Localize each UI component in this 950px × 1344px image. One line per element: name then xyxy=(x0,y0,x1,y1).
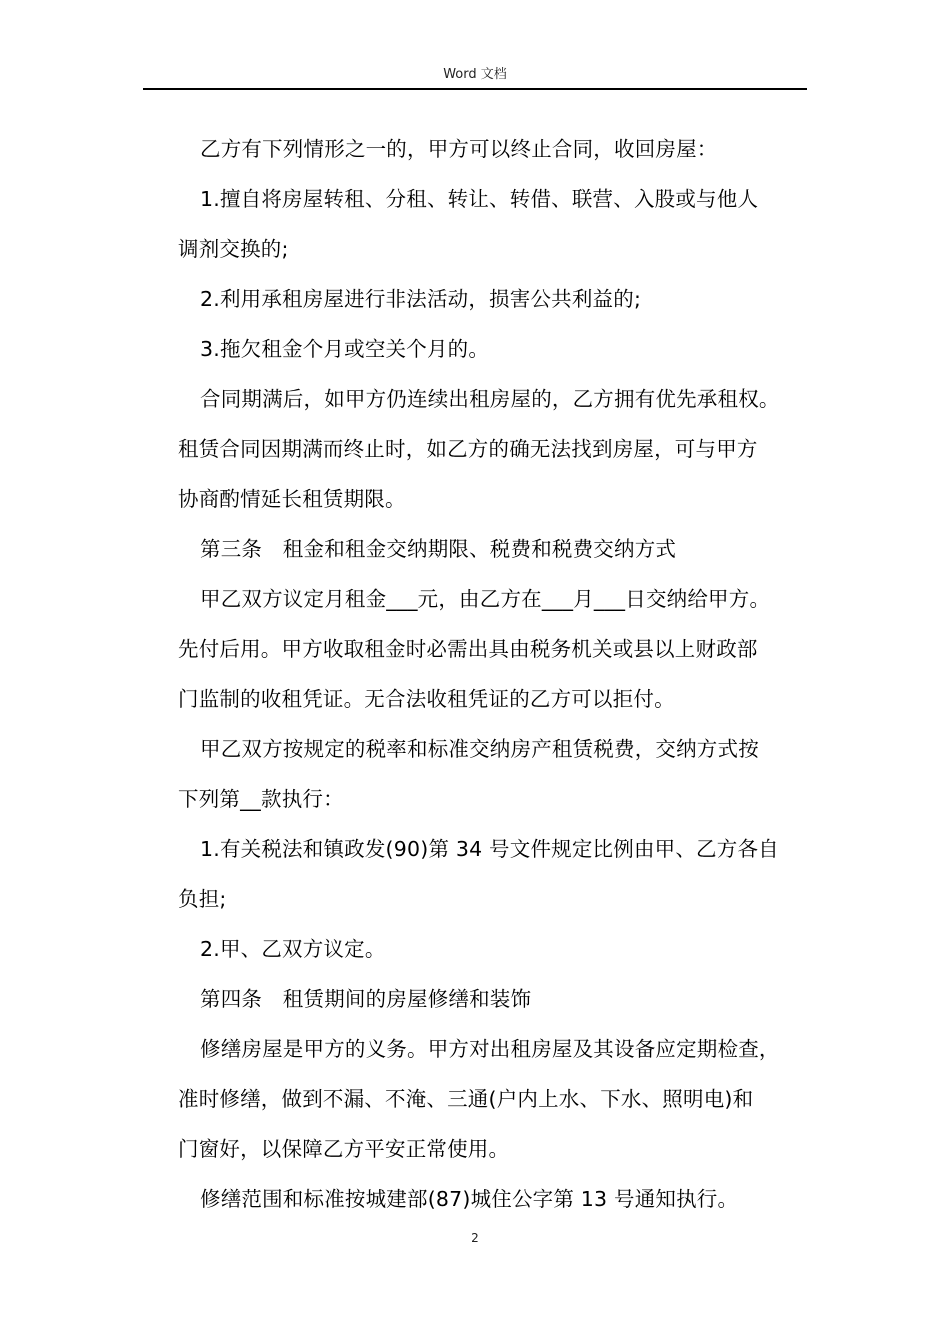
page-header xyxy=(143,64,807,90)
section-heading: 第四条 租赁期间的房屋修缮和装饰 xyxy=(200,987,532,1011)
paragraph-line: 修缮房屋是甲方的义务。甲方对出租房屋及其设备应定期检查， xyxy=(200,1037,780,1061)
header-title: Word 文档 xyxy=(443,67,507,82)
paragraph-line: 先付后用。甲方收取租金时必需出具由税务机关或县以上财政部 xyxy=(178,637,758,661)
document-body xyxy=(178,124,818,1224)
paragraph-line: 准时修缮，做到不漏、不淹、三通(户内上水、下水、照明电)和 xyxy=(178,1087,754,1111)
paragraph-line: 下列第__款执行： xyxy=(178,787,344,811)
paragraph-line: 门窗好，以保障乙方平安正常使用。 xyxy=(178,1137,510,1161)
paragraph-line: 协商酌情延长租赁期限。 xyxy=(178,487,406,511)
paragraph-line: 乙方有下列情形之一的，甲方可以终止合同，收回房屋： xyxy=(200,137,718,161)
paragraph-line: 甲乙双方按规定的税率和标准交纳房产租赁税费，交纳方式按 xyxy=(200,737,759,761)
paragraph-line: 1.擅自将房屋转租、分租、转让、转借、联营、入股或与他人 xyxy=(200,187,759,211)
paragraph-line: 修缮范围和标准按城建部(87)城住公字第 13 号通知执行。 xyxy=(200,1187,739,1211)
paragraph-line: 合同期满后，如甲方仍连续出租房屋的，乙方拥有优先承租权。 xyxy=(200,387,780,411)
paragraph-line: 1.有关税法和镇政发(90)第 34 号文件规定比例由甲、乙方各自 xyxy=(200,837,779,861)
paragraph-line: 负担; xyxy=(178,887,227,911)
paragraph-line: 2.甲、乙双方议定。 xyxy=(200,937,386,961)
paragraph-line: 调剂交换的; xyxy=(178,237,289,261)
section-heading: 第三条 租金和租金交纳期限、税费和税费交纳方式 xyxy=(200,537,677,561)
paragraph-line: 门监制的收租凭证。无合法收租凭证的乙方可以拒付。 xyxy=(178,687,675,711)
page-number: 2 xyxy=(471,1231,479,1245)
paragraph-line: 2.利用承租房屋进行非法活动，损害公共利益的; xyxy=(200,287,642,311)
paragraph-line: 3.拖欠租金个月或空关个月的。 xyxy=(200,337,490,361)
paragraph-line: 甲乙双方议定月租金___元，由乙方在___月___日交纳给甲方。 xyxy=(200,587,771,611)
paragraph-line: 租赁合同因期满而终止时，如乙方的确无法找到房屋，可与甲方 xyxy=(178,437,758,461)
